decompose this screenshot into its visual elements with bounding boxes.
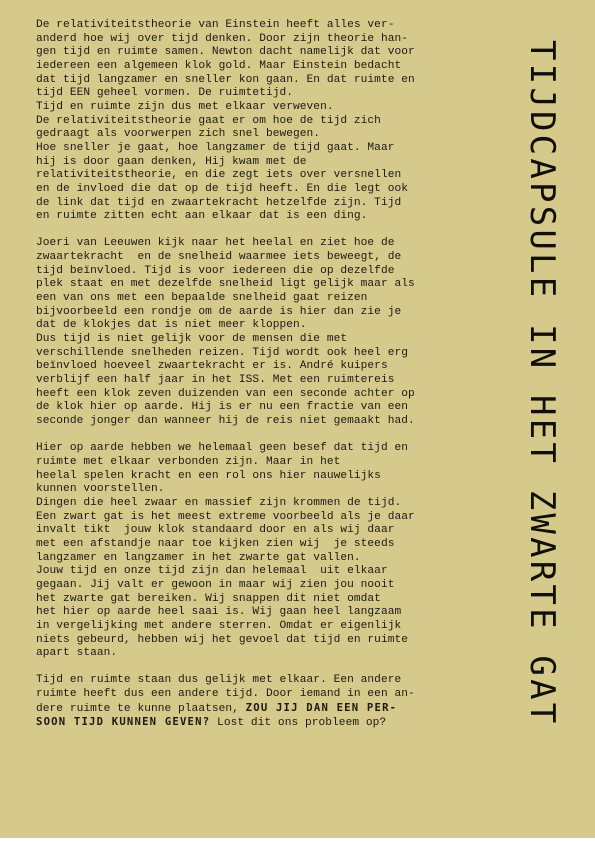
paragraph-4 xyxy=(36,674,446,731)
text-line: Tijd en ruimte zijn dus met elkaar verweven. xyxy=(36,100,334,113)
text-line: invalt tikt jouw klok standaard door en als wij daar xyxy=(36,524,395,537)
text-line: tijd EEN geheel vormen. De ruimtetijd. xyxy=(36,87,294,100)
text-line-part: Lost dit ons probleem op? xyxy=(210,717,387,730)
text-line: gegaan. Jij valt er gewoon in maar wij zien jou nooit xyxy=(36,578,395,591)
text-line: dat de klokjes dat is niet meer kloppen. xyxy=(36,319,307,332)
text-line: apart staan. xyxy=(36,647,118,660)
text-line xyxy=(36,716,446,731)
text-line: ruimte met elkaar verbonden zijn. Maar in het xyxy=(36,455,341,468)
text-line: Dus tijd is niet gelijk voor de mensen die met xyxy=(36,333,348,346)
text-line: gedraagt als voorwerpen zich snel bewegen. xyxy=(36,128,321,141)
text-line: Dingen die heel zwaar en massief zijn krommen de tijd. xyxy=(36,496,402,509)
text-line: niets gebeurd, hebben wij het gevoel dat tijd en ruimte xyxy=(36,633,408,646)
text-line: gen tijd en ruimte samen. Newton dacht namelijk dat voor xyxy=(36,46,415,59)
text-line: hij is door gaan denken, Hij kwam met de xyxy=(36,155,307,168)
paragraph-1 xyxy=(36,19,446,224)
paragraph-2 xyxy=(36,237,446,428)
emphasized-question: ZOU JIJ DAN EEN PER- xyxy=(245,701,398,714)
text-line: De relativiteitstheorie gaat er om hoe de tijd zich xyxy=(36,114,381,127)
text-line: Tijd en ruimte staan dus gelijk met elkaar. Een andere xyxy=(36,674,402,687)
text-line: Joeri van Leeuwen kijk naar het heelal en ziet hoe de xyxy=(36,237,395,250)
text-line: langzamer en langzamer in het zwarte gat vallen. xyxy=(36,551,361,564)
text-line: verblijf een half jaar in het ISS. Met een ruimtereis xyxy=(36,374,395,387)
text-line: en de invloed die dat op de tijd heeft. En die legt ook xyxy=(36,182,408,195)
text-line: Hier op aarde hebben we helemaal geen besef dat tijd en xyxy=(36,442,408,455)
text-line: en ruimte zitten echt aan elkaar dat is een ding. xyxy=(36,210,368,223)
text-line: ruimte heeft dus een andere tijd. Door iemand in een an- xyxy=(36,688,415,701)
text-line: plek staat en met dezelfde snelheid ligt gelijk maar als xyxy=(36,278,415,291)
text-line: tijd beïnvloed. Tijd is voor iedereen die op dezelfde xyxy=(36,264,395,277)
text-line: beïnvloed hoeveel zwaartekracht er is. André kuipers xyxy=(36,360,388,373)
text-line: met een afstandje naar toe kijken zien wij je steeds xyxy=(36,537,395,550)
article-body xyxy=(36,19,446,731)
text-line: het zwarte gat bereiken. Wij snappen dit niet omdat xyxy=(36,592,381,605)
emphasized-question: SOON TIJD KUNNEN GEVEN? xyxy=(36,716,211,729)
text-line: het hier op aarde heel saai is. Wij gaan heel langzaam xyxy=(36,606,402,619)
text-line-part: dere ruimte te kunne plaatsen, xyxy=(36,702,246,715)
text-line xyxy=(36,702,446,717)
text-line: zwaartekracht en de snelheid waarmee iets beweegt, de xyxy=(36,251,402,264)
text-line: heelal spelen kracht en een rol ons hier nauwelijks xyxy=(36,469,381,482)
text-line: Een zwart gat is het meest extreme voorbeeld als je daar xyxy=(36,510,415,523)
text-line: kunnen voorstellen. xyxy=(36,483,165,496)
text-line: Hoe sneller je gaat, hoe langzamer de tijd gaat. Maar xyxy=(36,141,395,154)
text-line: bijvoorbeeld een rondje om de aarde is hier dan zie je xyxy=(36,305,402,318)
text-line: de klok hier op aarde. Hij is er nu een fractie van een xyxy=(36,401,408,414)
text-line: relativiteitstheorie, en die zegt iets over versnellen xyxy=(36,169,402,182)
text-line: de link dat tijd en zwaartekracht hetzelfde zijn. Tijd xyxy=(36,196,402,209)
text-line: seconde jonger dan wanneer hij de reis niet gemaakt had. xyxy=(36,415,415,428)
text-line: dat tijd langzamer en sneller kon gaan. En dat ruimte en xyxy=(36,73,415,86)
text-line: in vergelijking met andere sterren. Omdat er eigenlijk xyxy=(36,619,402,632)
text-line: heeft een klok zeven duizenden van een seconde achter op xyxy=(36,387,415,400)
page-title: TIJDCAPSULE IN HET ZWARTE GAT xyxy=(522,40,562,727)
text-line: Jouw tijd en onze tijd zijn dan helemaal uit elkaar xyxy=(36,565,388,578)
text-line: een van ons met een bepaalde snelheid gaat reizen xyxy=(36,292,368,305)
text-line: De relativiteitstheorie van Einstein heeft alles ver- xyxy=(36,19,395,31)
text-line: anderd hoe wij over tijd denken. Door zijn theorie han- xyxy=(36,32,408,45)
text-line: iedereen een algemeen klok gold. Maar Einstein bedacht xyxy=(36,59,402,72)
text-line: verschillende snelheden reizen. Tijd wordt ook heel erg xyxy=(36,346,408,359)
paragraph-3 xyxy=(36,442,446,661)
